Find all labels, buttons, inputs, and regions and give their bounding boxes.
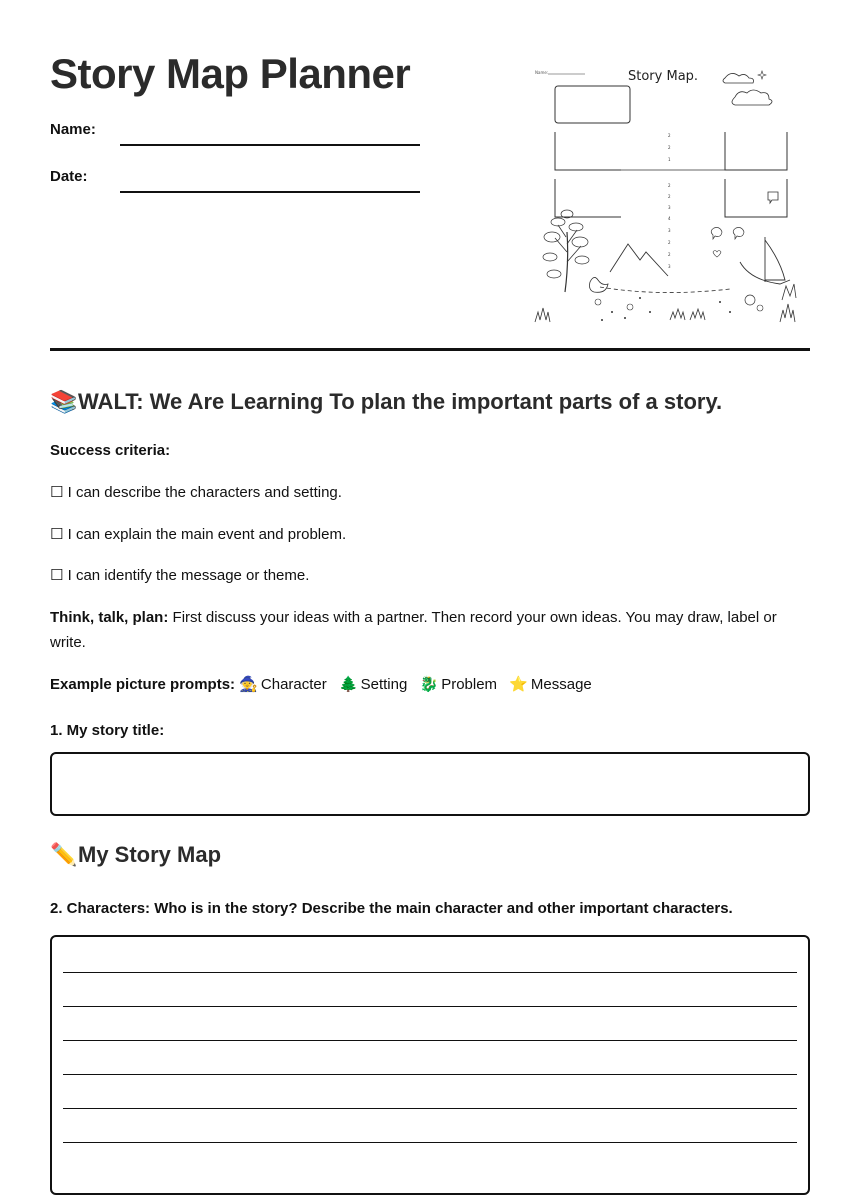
star-icon: ⭐ xyxy=(509,675,528,693)
picture-prompts-row xyxy=(50,672,810,697)
svg-text:3: 3 xyxy=(668,228,671,233)
prompt-message-label: Message xyxy=(530,676,592,693)
worksheet-header xyxy=(50,0,810,351)
prompt-character xyxy=(239,672,327,697)
svg-text:2: 2 xyxy=(668,145,671,150)
writing-line[interactable] xyxy=(63,972,797,973)
walt-heading xyxy=(50,389,722,415)
writing-line[interactable] xyxy=(63,1108,797,1109)
prompt-problem-label: Problem xyxy=(441,676,498,693)
books-icon: 📚 xyxy=(50,390,78,415)
success-criterion-2[interactable]: ☐ I can explain the main event and problem. xyxy=(50,526,347,543)
writing-line[interactable] xyxy=(63,1006,797,1007)
thumbnail-name-label: Name: xyxy=(535,70,549,75)
svg-text:2: 2 xyxy=(668,183,671,188)
date-writing-line[interactable] xyxy=(120,191,420,193)
svg-text:2: 2 xyxy=(668,252,671,257)
wizard-icon: 🧙 xyxy=(239,675,258,693)
characters-question: 2. Characters: Who is in the story? Describe the main character and other important characters. xyxy=(50,900,733,917)
svg-text:2: 2 xyxy=(668,194,671,199)
dragon-icon: 🐉 xyxy=(419,675,439,693)
story-map-heading xyxy=(50,842,221,868)
tree-icon: 🌲 xyxy=(338,675,358,693)
prompt-setting xyxy=(339,672,407,697)
story-map-heading-text: My Story Map xyxy=(78,842,222,867)
writing-line[interactable] xyxy=(63,1074,797,1075)
characters-writing-box[interactable] xyxy=(50,935,810,1195)
writing-line[interactable] xyxy=(63,1040,797,1041)
svg-text:3: 3 xyxy=(668,264,671,269)
writing-line[interactable] xyxy=(63,1142,797,1143)
name-label: Name: xyxy=(50,121,96,138)
walt-heading-text: WALT: We Are Learning To plan the important parts of a story. xyxy=(78,389,723,414)
date-label: Date: xyxy=(50,168,88,185)
success-criterion-3[interactable]: ☐ I can identify the message or theme. xyxy=(50,567,310,584)
name-writing-line[interactable] xyxy=(120,144,420,146)
name-field[interactable] xyxy=(50,115,420,145)
svg-text:3: 3 xyxy=(668,205,671,210)
story-map-thumbnail xyxy=(530,62,810,332)
date-field[interactable] xyxy=(50,162,420,192)
svg-text:2: 2 xyxy=(668,240,671,245)
svg-text:4: 4 xyxy=(668,216,671,221)
thumbnail-heading: Story Map. xyxy=(628,69,699,84)
success-criteria-label: Success criteria: xyxy=(50,442,171,459)
prompt-character-label: Character xyxy=(260,676,327,693)
think-talk-plan-paragraph xyxy=(50,605,810,655)
page-title: Story Map Planner xyxy=(50,50,411,97)
svg-text:2: 2 xyxy=(668,133,671,138)
worksheet-page xyxy=(50,0,810,917)
success-criterion-1[interactable]: ☐ I can describe the characters and setting. xyxy=(50,484,342,501)
think-talk-plan-label: Think, talk, plan: xyxy=(50,609,169,626)
pencil-icon: ✏️ xyxy=(50,843,78,868)
prompt-message xyxy=(509,672,592,697)
prompt-setting-label: Setting xyxy=(360,676,408,693)
picture-prompts-label: Example picture prompts: xyxy=(50,676,236,693)
think-talk-plan-text: First discuss your ideas with a partner. Then record your own ideas. You may draw, label or write. xyxy=(50,609,777,651)
story-title-label: 1. My story title: xyxy=(50,722,165,739)
svg-text:1: 1 xyxy=(668,157,671,162)
prompt-problem xyxy=(420,672,498,697)
story-title-box[interactable] xyxy=(50,752,810,816)
